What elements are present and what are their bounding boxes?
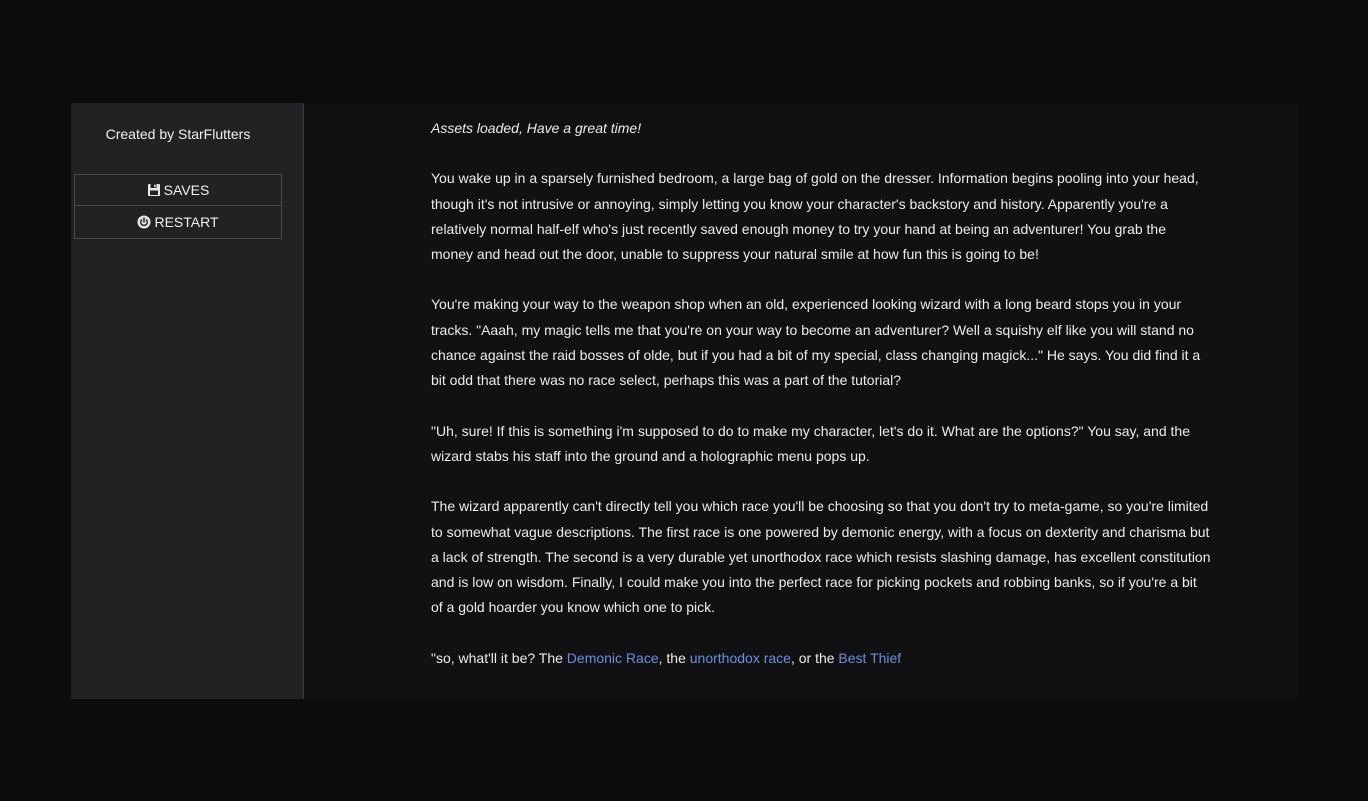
restart-button[interactable] bbox=[74, 206, 282, 239]
story-paragraph: You wake up in a sparsely furnished bedroom, a large bag of gold on the dresser. Information begins pooling into your head, though it's not intrusive or annoying, simply letting you know your character's backstory and history. Apparently you're a relatively normal half-elf who's just recently saved enough money to try your hand at being an adventurer! You grab the money and head out the door, unable to suppress your natural smile at how fun this is going to be! bbox=[431, 170, 1199, 263]
assets-loaded-message: Assets loaded, Have a great time! bbox=[431, 120, 642, 136]
story-container bbox=[71, 103, 1298, 699]
sidebar bbox=[71, 103, 304, 699]
saves-label: SAVES bbox=[163, 182, 210, 198]
story-paragraph: "Uh, sure! If this is something i'm supposed to do to make my character, let's do it. What are the options?" You say, and the wizard stabs his staff into the ground and a holographic menu pops up. bbox=[431, 422, 1190, 464]
choice-separator: , or the bbox=[790, 649, 839, 666]
story-paragraph: You're making your way to the weapon shop when an old, experienced looking wizard with a long beard stops you in your tracks. "Aaah, my magic tells me that you're on your way to become an adventurer? Well a squishy elf like you will stand no chance against the raid bosses of olde, but if you had a bit of my special, class changing magick..." He says. You did find it a bit odd that there was no race select, perhaps this was a part of the tutorial? bbox=[431, 296, 1201, 389]
restart-label: RESTART bbox=[154, 214, 219, 230]
power-icon bbox=[137, 215, 151, 229]
author-credit: Created by StarFlutters bbox=[105, 126, 251, 142]
floppy-disk-icon bbox=[147, 183, 161, 197]
choice-prompt: "so, what'll it be? The bbox=[431, 649, 567, 666]
passage-text bbox=[431, 116, 1211, 696]
choice-unorthodox-race-link[interactable]: unorthodox race bbox=[689, 649, 791, 666]
saves-button[interactable] bbox=[74, 174, 282, 206]
story-paragraph: The wizard apparently can't directly tell you which race you'll be choosing so that you don't try to meta-game, so you're limited to somewhat vague descriptions. The first race is one powered by demonic energy, with a focus on dexterity and charisma but a lack of strength. The second is a very durable yet unorthodox race which resists slashing damage, has excellent constitution and is low on wisdom. Finally, I could make you into the perfect race for picking pockets and robbing banks, so if you're a bit of a gold hoarder you know which one to pick. bbox=[431, 498, 1211, 616]
choice-separator: , the bbox=[658, 649, 690, 666]
choice-paragraph bbox=[431, 646, 1211, 671]
choice-best-thief-link[interactable]: Best Thief bbox=[838, 649, 902, 666]
choice-demonic-race-link[interactable]: Demonic Race bbox=[566, 649, 659, 666]
